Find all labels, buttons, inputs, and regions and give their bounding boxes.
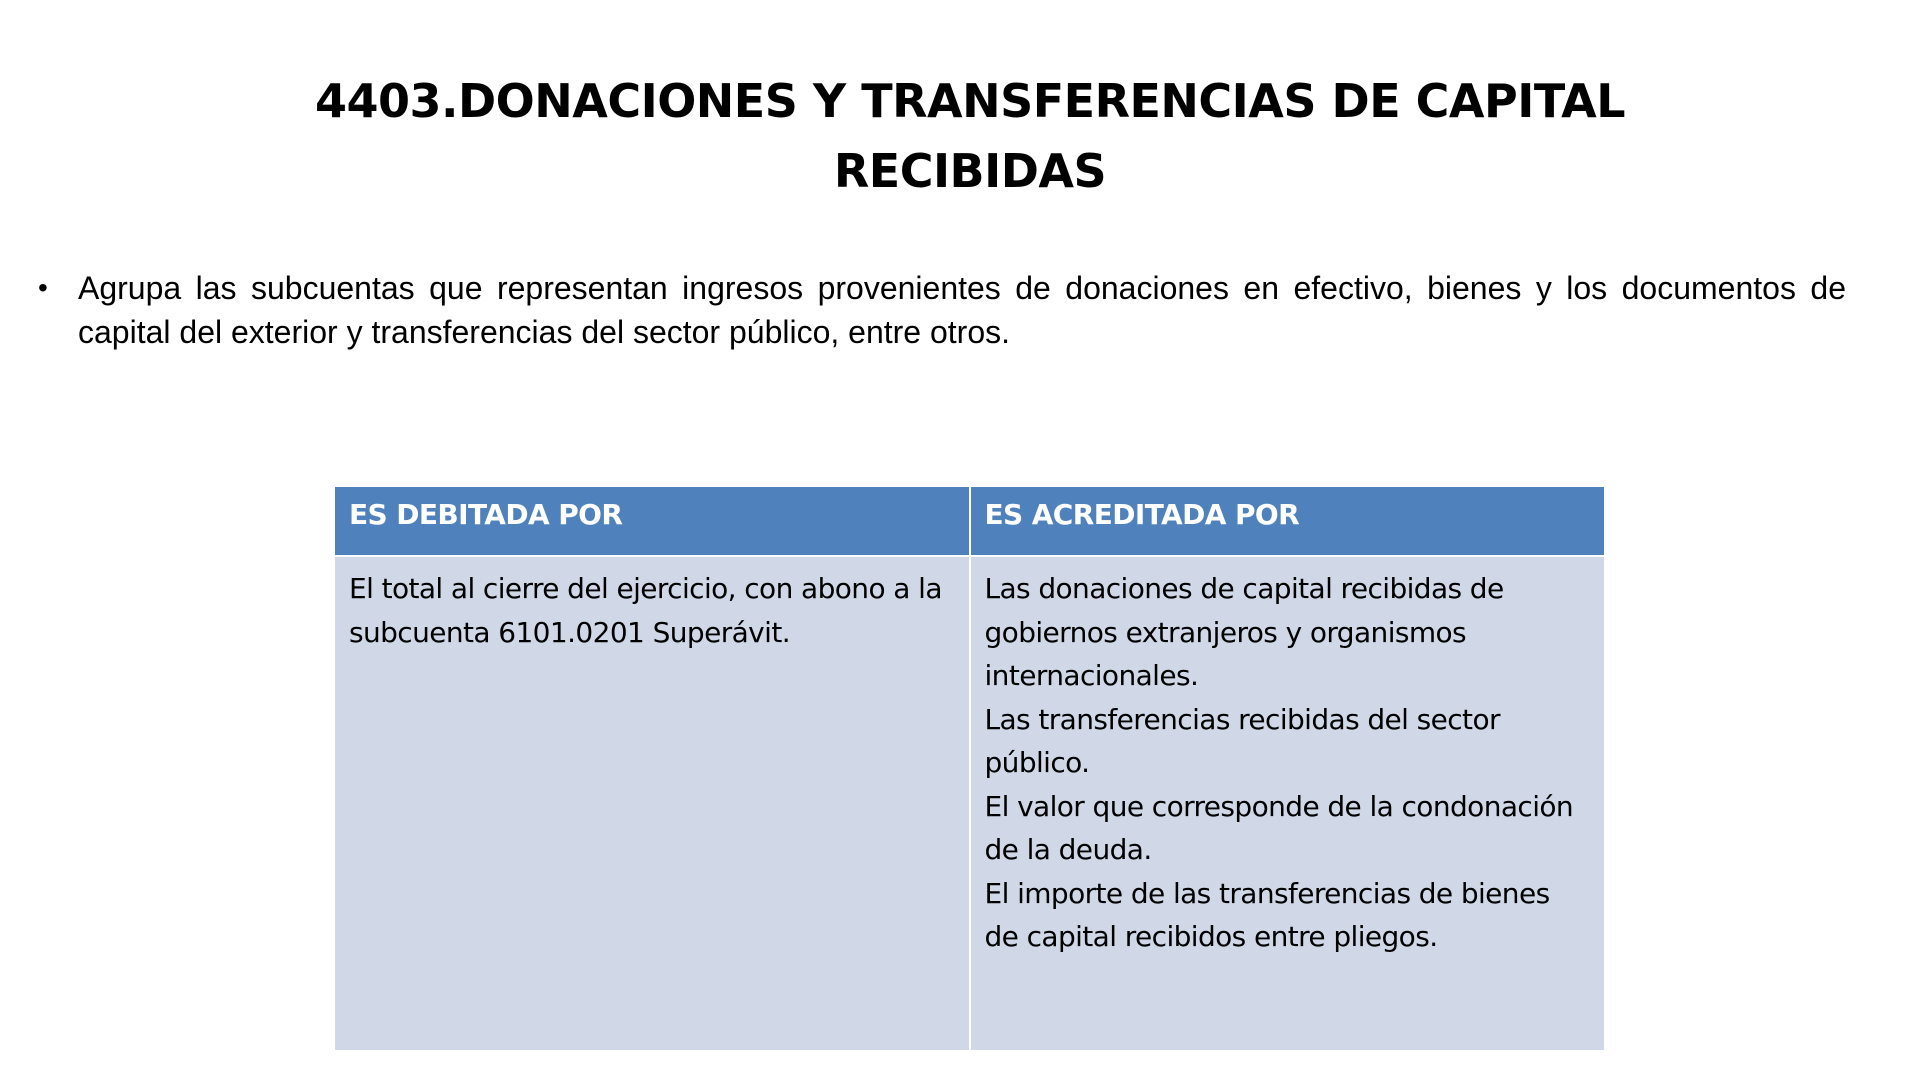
slide-title-line-1: 4403.DONACIONES Y TRANSFERENCIAS DE CAPITAL [314,74,1626,128]
bullet-icon: • [38,272,48,303]
slide-title [160,66,1780,206]
slide-title-line-2: RECIBIDAS [833,144,1107,198]
accounts-table [333,485,1606,1052]
header-credit: ES ACREDITADA POR [970,486,1606,556]
bullet-item [38,266,1846,354]
header-debit: ES DEBITADA POR [334,486,970,556]
credit-item: El importe de las transferencias de bienes de capital recibidos entre pliegos. [984,876,1550,953]
credit-item: Las donaciones de capital recibidas de gobiernos extranjeros y organismos internacionales. [984,572,1504,692]
credit-cell [970,556,1606,1051]
debit-text: El total al cierre del ejercicio, con abono a la subcuenta 6101.0201 Superávit. [349,572,942,649]
credit-item: Las transferencias recibidas del sector público. [984,702,1500,779]
table-header-row [334,486,1605,556]
table-row [334,556,1605,1051]
credit-item: El valor que corresponde de la condonación de la deuda. [984,789,1574,866]
bullet-text: Agrupa las subcuentas que representan ingresos provenientes de donaciones en efectivo, bienes y los documentos de capital del exterior y transferencias del sector público, entre otros. [78,270,1846,350]
debit-cell [334,556,970,1051]
